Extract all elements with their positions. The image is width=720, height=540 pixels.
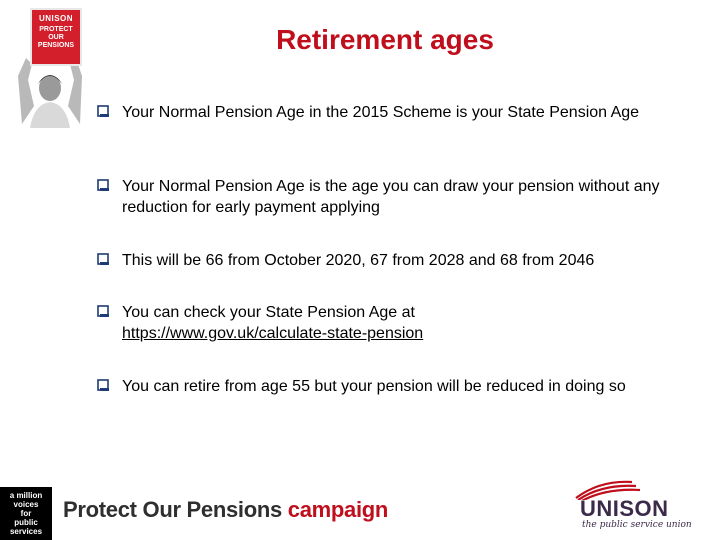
bullet-text-intro: You can check your State Pension Age at [122, 304, 415, 321]
placard-slogan-line2: OUR [48, 34, 64, 41]
badge-line: services [9, 527, 43, 536]
bullet-text: You can retire from age 55 but your pension will be reduced in doing so [122, 378, 626, 395]
protest-photo [8, 6, 90, 128]
protest-placard [30, 8, 82, 66]
campaign-name: Protect Our Pensions [63, 497, 282, 522]
unison-wordmark: UNISON [580, 496, 669, 521]
state-pension-link[interactable]: https://www.gov.uk/calculate-state-pension [122, 325, 424, 342]
badge-line: public [14, 518, 38, 527]
checkbox-bullet-icon [97, 253, 109, 265]
badge-line: for [20, 509, 32, 518]
slide-title: Retirement ages [276, 24, 494, 55]
placard-brand: UNISON [38, 14, 74, 23]
unison-logo [570, 478, 692, 536]
placard-slogan [32, 26, 80, 50]
bullet-text: Your Normal Pension Age in the 2015 Scheme is your State Pension Age [122, 104, 640, 121]
placard-slogan-line3: PENSIONS [37, 42, 75, 49]
unison-tagline: the public service union [582, 520, 692, 530]
placard-slogan-line1: PROTECT [39, 26, 73, 33]
checkbox-bullet-icon [97, 179, 109, 191]
bullet-text: This will be 66 from October 2020, 67 from 2028 and 68 from 2046 [122, 252, 595, 269]
million-voices-badge [0, 487, 52, 540]
campaign-banner [63, 497, 388, 523]
campaign-accent: campaign [287, 497, 389, 522]
checkbox-bullet-icon [97, 305, 109, 317]
badge-line: a million [9, 491, 43, 500]
checkbox-bullet-icon [97, 379, 109, 391]
badge-line: voices [13, 500, 39, 509]
checkbox-bullet-icon [97, 105, 109, 117]
bullet-text: Your Normal Pension Age is the age you can draw your pension without any reduction for early payment applying [122, 178, 660, 216]
bullet-text [122, 302, 687, 344]
